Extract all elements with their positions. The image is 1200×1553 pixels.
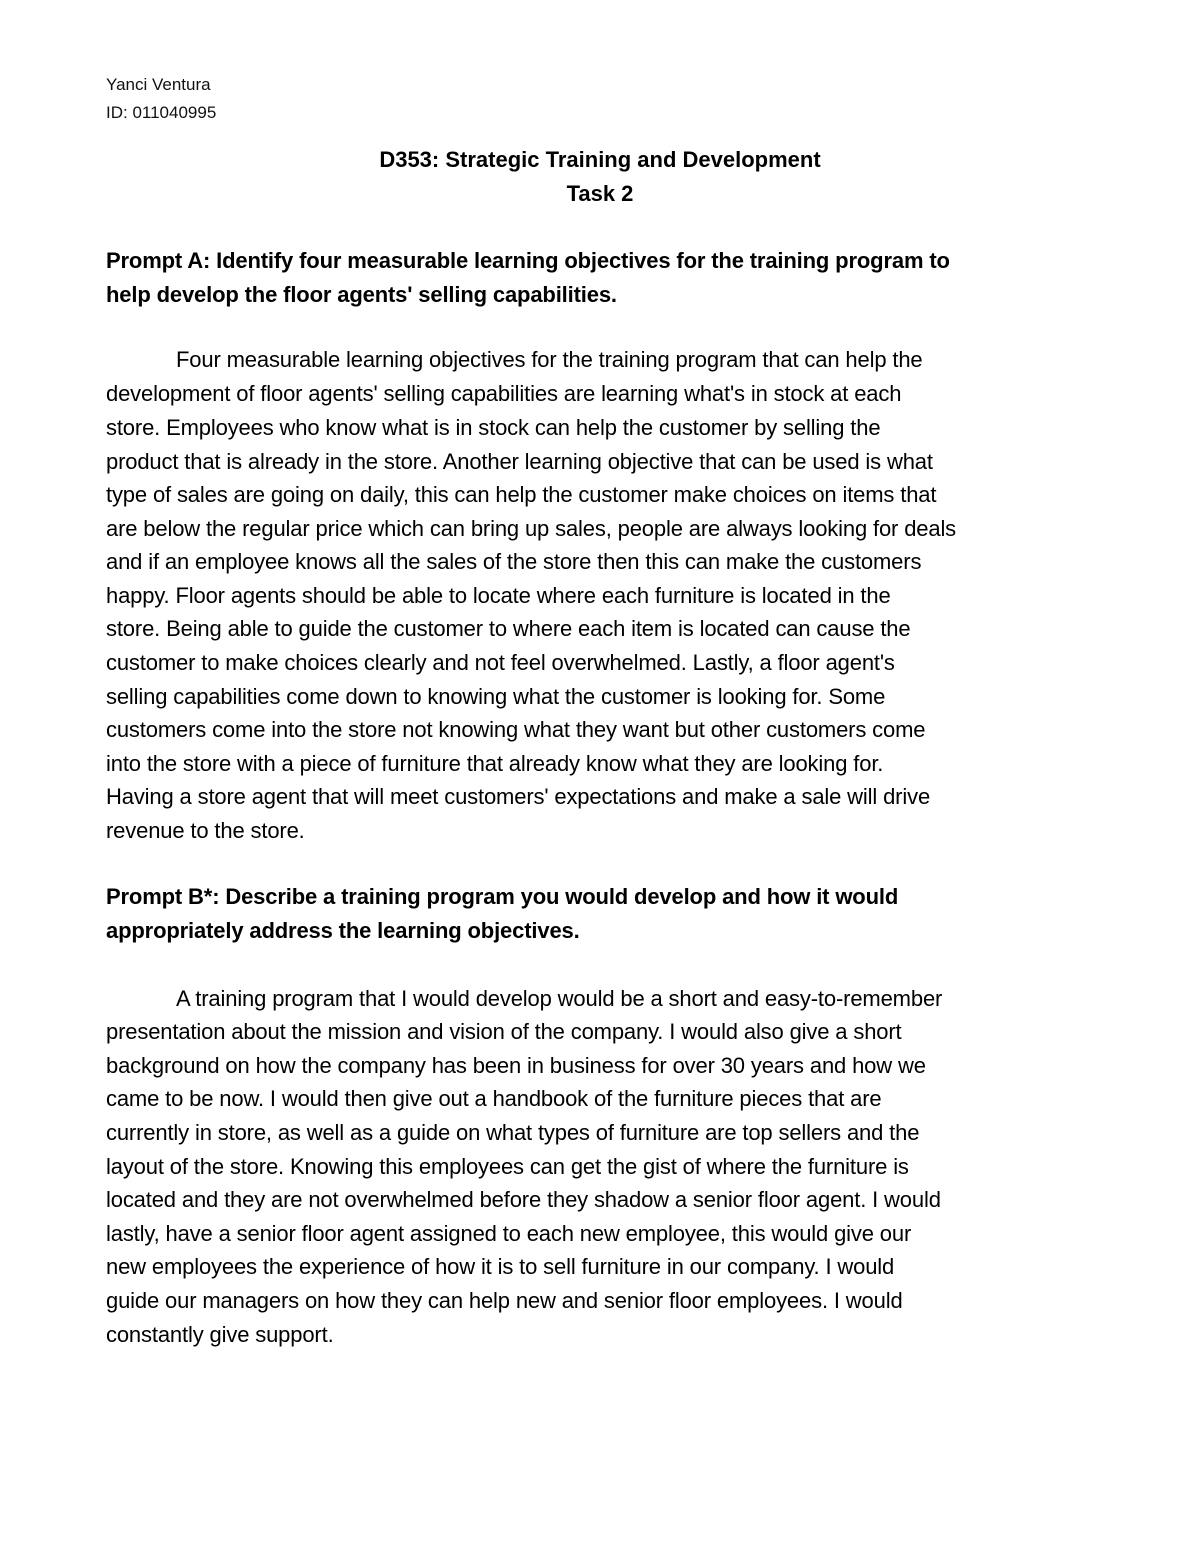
prompt-b-body-line: layout of the store. Knowing this employees can get the gist of where the furniture is xyxy=(106,1154,909,1179)
prompt-a-body-line: into the store with a piece of furniture that already know what they are looking for. xyxy=(106,751,884,776)
prompt-b-body-line: constantly give support. xyxy=(106,1322,334,1347)
prompt-a-body-line: Having a store agent that will meet customers' expectations and make a sale will drive xyxy=(106,784,931,809)
prompt-a-body-line: product that is already in the store. Another learning objective that can be used is what xyxy=(106,449,933,474)
prompt-a-body-line: development of floor agents' selling capabilities are learning what's in stock at each xyxy=(106,381,902,406)
task-title: Task 2 xyxy=(566,181,634,206)
student-id: ID: 011040995 xyxy=(106,103,217,122)
prompt-a-body-line: selling capabilities come down to knowing what the customer is looking for. Some xyxy=(106,684,886,709)
prompt-b-heading-line: appropriately address the learning objectives. xyxy=(106,918,580,943)
prompt-b-body-line: guide our managers on how they can help new and senior floor employees. I would xyxy=(106,1288,903,1313)
prompt-b-body-line: lastly, have a senior floor agent assigned to each new employee, this would give our xyxy=(106,1221,912,1246)
prompt-a-body-line: customer to make choices clearly and not feel overwhelmed. Lastly, a floor agent's xyxy=(106,650,895,675)
prompt-b-body-line: presentation about the mission and vision of the company. I would also give a short xyxy=(106,1019,902,1044)
prompt-b-body-line: A training program that I would develop would be a short and easy-to-remember xyxy=(176,986,943,1011)
course-title: D353: Strategic Training and Development xyxy=(379,147,821,172)
prompt-b-body-line: came to be now. I would then give out a handbook of the furniture pieces that are xyxy=(106,1086,882,1111)
prompt-a-body-line: type of sales are going on daily, this can help the customer make choices on items that xyxy=(106,482,937,507)
prompt-b-heading-line: Prompt B*: Describe a training program you would develop and how it would xyxy=(106,884,899,909)
author-name: Yanci Ventura xyxy=(106,75,211,94)
prompt-b-body-line: new employees the experience of how it is to sell furniture in our company. I would xyxy=(106,1254,895,1279)
prompt-a-body-line: are below the regular price which can bring up sales, people are always looking for deals xyxy=(106,516,957,541)
prompt-a-body-line: Four measurable learning objectives for the training program that can help the xyxy=(176,347,923,372)
prompt-a-heading-line: Prompt A: Identify four measurable learning objectives for the training program to xyxy=(106,248,950,273)
prompt-a-body-line: store. Employees who know what is in stock can help the customer by selling the xyxy=(106,415,881,440)
prompt-b-body-line: background on how the company has been in business for over 30 years and how we xyxy=(106,1053,926,1078)
prompt-a-body-line: revenue to the store. xyxy=(106,818,305,843)
prompt-b-body-line: currently in store, as well as a guide on what types of furniture are top sellers and the xyxy=(106,1120,920,1145)
prompt-a-body-line: happy. Floor agents should be able to locate where each furniture is located in the xyxy=(106,583,891,608)
prompt-a-body-line: store. Being able to guide the customer to where each item is located can cause the xyxy=(106,616,911,641)
prompt-a-body-line: customers come into the store not knowing what they want but other customers come xyxy=(106,717,926,742)
prompt-a-heading-line: help develop the floor agents' selling capabilities. xyxy=(106,282,617,307)
prompt-b-body-line: located and they are not overwhelmed before they shadow a senior floor agent. I would xyxy=(106,1187,941,1212)
prompt-a-body-line: and if an employee knows all the sales of the store then this can make the customers xyxy=(106,549,922,574)
